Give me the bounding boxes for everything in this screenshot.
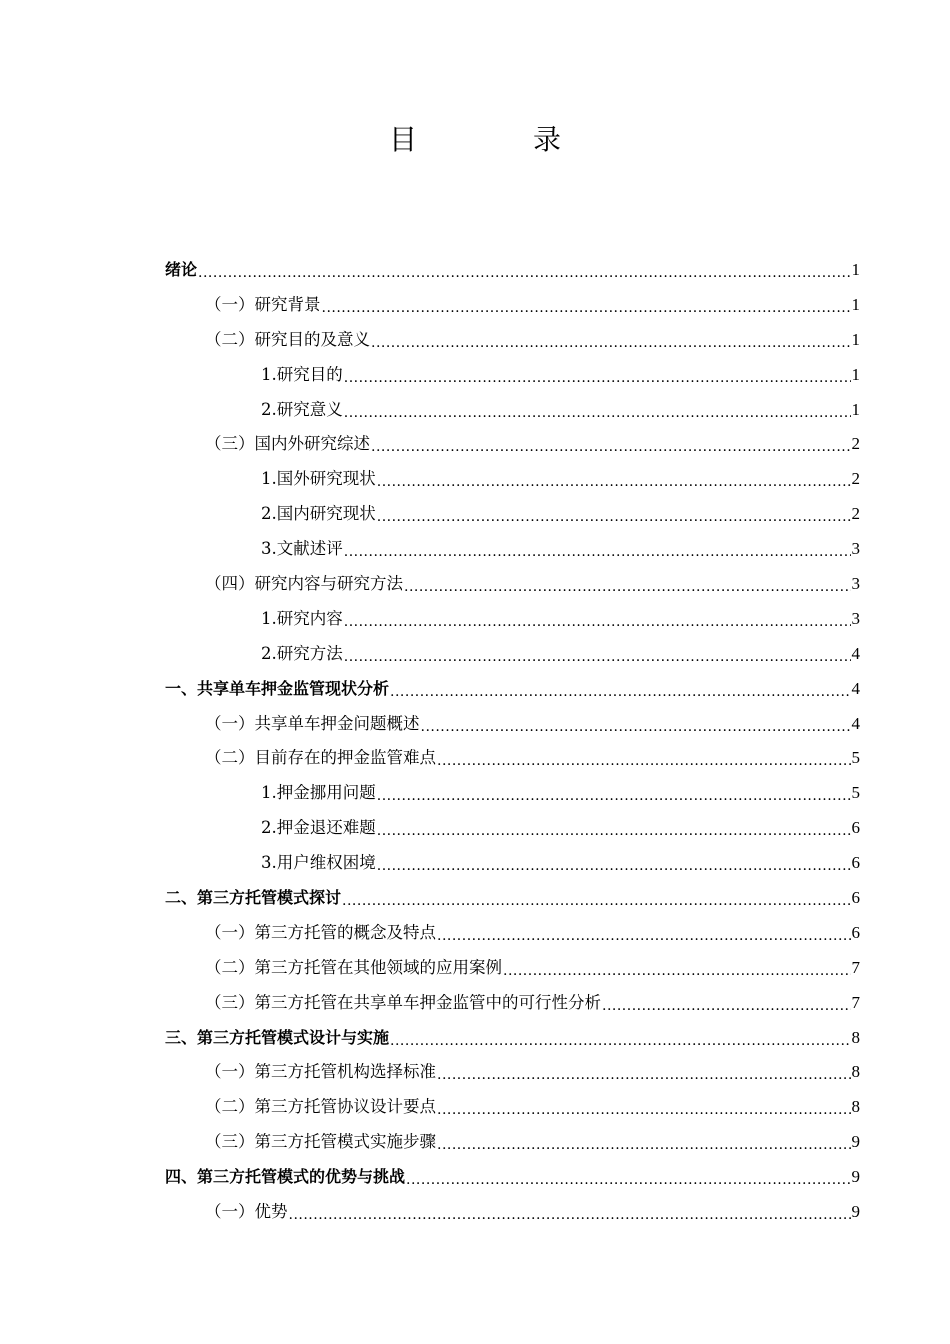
toc-entry-label: 1.研究目的 (261, 364, 343, 384)
toc-entry[interactable] (165, 811, 860, 846)
toc-dot-leader (406, 1173, 850, 1190)
toc-dot-leader (322, 301, 851, 318)
table-of-contents (165, 253, 860, 1230)
toc-entry[interactable] (165, 602, 860, 637)
toc-dot-leader (404, 580, 851, 597)
toc-entry[interactable] (165, 986, 860, 1021)
toc-entry[interactable] (165, 427, 860, 462)
toc-entry-label: （二）研究目的及意义 (205, 329, 370, 349)
toc-entry[interactable] (165, 532, 860, 567)
toc-entry-page-number: 2 (851, 469, 860, 489)
toc-dot-leader (344, 615, 851, 632)
toc-entry-label: 2.国内研究现状 (261, 504, 376, 524)
toc-entry-page-number: 3 (851, 539, 860, 559)
toc-entry[interactable] (165, 707, 860, 742)
toc-entry-page-number: 6 (851, 818, 860, 838)
toc-entry[interactable] (165, 881, 860, 916)
toc-entry-page-number: 6 (851, 888, 860, 908)
toc-entry-page-number: 5 (851, 748, 860, 768)
toc-entry[interactable] (165, 393, 860, 428)
toc-dot-leader (503, 964, 851, 981)
toc-entry-page-number: 1 (851, 294, 860, 314)
toc-dot-leader (437, 754, 851, 771)
toc-dot-leader (344, 371, 851, 388)
toc-entry-page-number: 4 (851, 678, 860, 698)
toc-entry-label: （二）第三方托管在其他领域的应用案例 (205, 957, 502, 977)
toc-entry[interactable] (165, 637, 860, 672)
toc-entry-page-number: 2 (851, 504, 860, 524)
toc-dot-leader (377, 859, 851, 876)
toc-entry-page-number: 9 (851, 1202, 860, 1222)
toc-entry[interactable] (165, 916, 860, 951)
toc-entry-page-number: 8 (851, 1027, 860, 1047)
toc-entry-label: 三、第三方托管模式设计与实施 (165, 1027, 390, 1047)
toc-entry[interactable] (165, 358, 860, 393)
toc-dot-leader (344, 650, 851, 667)
toc-entry-label: 1.押金挪用问题 (261, 783, 376, 803)
toc-entry-label: （一）研究背景 (205, 294, 321, 314)
toc-entry-page-number: 9 (851, 1167, 860, 1187)
toc-dot-leader (344, 545, 851, 562)
toc-entry-label: （三）国内外研究综述 (205, 434, 370, 454)
toc-entry-page-number: 7 (851, 957, 860, 977)
toc-entry-label: （一）共享单车押金问题概述 (205, 713, 420, 733)
toc-entry-page-number: 1 (851, 260, 860, 279)
toc-entry[interactable] (165, 776, 860, 811)
toc-entry-label: 二、第三方托管模式探讨 (165, 888, 342, 908)
toc-entry-label: （二）第三方托管协议设计要点 (205, 1097, 436, 1117)
toc-entry[interactable] (165, 846, 860, 881)
toc-entry[interactable] (165, 951, 860, 986)
toc-entry-label: 2.研究方法 (261, 643, 343, 663)
toc-entry-label: 1.国外研究现状 (261, 469, 376, 489)
toc-entry[interactable] (165, 323, 860, 358)
page-title: 目 录 (388, 123, 605, 156)
toc-dot-leader (344, 406, 851, 423)
toc-entry[interactable] (165, 567, 860, 602)
toc-entry-label: （一）第三方托管机构选择标准 (205, 1062, 436, 1082)
toc-entry-page-number: 6 (851, 853, 860, 873)
toc-entry-page-number: 2 (851, 434, 860, 454)
toc-entry-label: （二）目前存在的押金监管难点 (205, 748, 436, 768)
toc-dot-leader (437, 929, 851, 946)
toc-dot-leader (198, 266, 850, 283)
toc-entry[interactable] (165, 253, 860, 288)
toc-dot-leader (371, 336, 851, 353)
toc-entry-label: （三）第三方托管模式实施步骤 (205, 1132, 436, 1152)
toc-dot-leader (377, 824, 851, 841)
toc-entry-label: 2.研究意义 (261, 399, 343, 419)
toc-dot-leader (377, 789, 851, 806)
toc-entry-page-number: 4 (851, 643, 860, 663)
toc-entry[interactable] (165, 741, 860, 776)
toc-entry-label: （三）第三方托管在共享单车押金监管中的可行性分析 (205, 992, 601, 1012)
toc-entry[interactable] (165, 462, 860, 497)
toc-entry-page-number: 1 (851, 329, 860, 349)
toc-entry-page-number: 3 (851, 574, 860, 594)
toc-entry-label: 一、共享单车押金监管现状分析 (165, 678, 390, 698)
toc-entry[interactable] (165, 288, 860, 323)
toc-entry-page-number: 7 (851, 992, 860, 1012)
toc-entry-label: 2.押金退还难题 (261, 818, 376, 838)
toc-dot-leader (342, 894, 850, 911)
toc-dot-leader (371, 440, 851, 457)
toc-entry-page-number: 1 (851, 399, 860, 419)
toc-entry-page-number: 9 (851, 1132, 860, 1152)
toc-entry-label: 3.用户维权困境 (261, 853, 376, 873)
toc-entry-page-number: 4 (851, 713, 860, 733)
toc-dot-leader (377, 510, 851, 527)
toc-entry-page-number: 8 (851, 1097, 860, 1117)
toc-entry-page-number: 8 (851, 1062, 860, 1082)
toc-dot-leader (602, 999, 851, 1016)
toc-entry[interactable] (165, 497, 860, 532)
toc-entry-label: 绪论 (165, 260, 198, 279)
toc-entry-page-number: 6 (851, 922, 860, 942)
toc-entry-label: （一）第三方托管的概念及特点 (205, 922, 436, 942)
toc-dot-leader (289, 1208, 851, 1225)
toc-dot-leader (390, 1034, 850, 1051)
toc-dot-leader (377, 475, 851, 492)
toc-dot-leader (437, 1068, 851, 1085)
toc-dot-leader (437, 1103, 851, 1120)
toc-entry[interactable] (165, 1055, 860, 1090)
toc-entry[interactable] (165, 1090, 860, 1125)
toc-entry-label: 1.研究内容 (261, 608, 343, 628)
toc-entry[interactable] (165, 1125, 860, 1160)
toc-dot-leader (437, 1138, 851, 1155)
toc-entry[interactable] (165, 1160, 860, 1195)
toc-entry-page-number: 3 (851, 608, 860, 628)
toc-entry-label: （一）优势 (205, 1202, 288, 1222)
toc-entry-page-number: 1 (851, 364, 860, 384)
toc-entry[interactable] (165, 1195, 860, 1230)
toc-entry[interactable] (165, 1021, 860, 1056)
toc-entry-page-number: 5 (851, 783, 860, 803)
toc-dot-leader (390, 685, 850, 702)
toc-entry-label: 四、第三方托管模式的优势与挑战 (165, 1167, 406, 1187)
toc-entry-label: 3.文献述评 (261, 539, 343, 559)
toc-entry-label: （四）研究内容与研究方法 (205, 574, 403, 594)
toc-dot-leader (421, 720, 851, 737)
toc-entry[interactable] (165, 672, 860, 707)
